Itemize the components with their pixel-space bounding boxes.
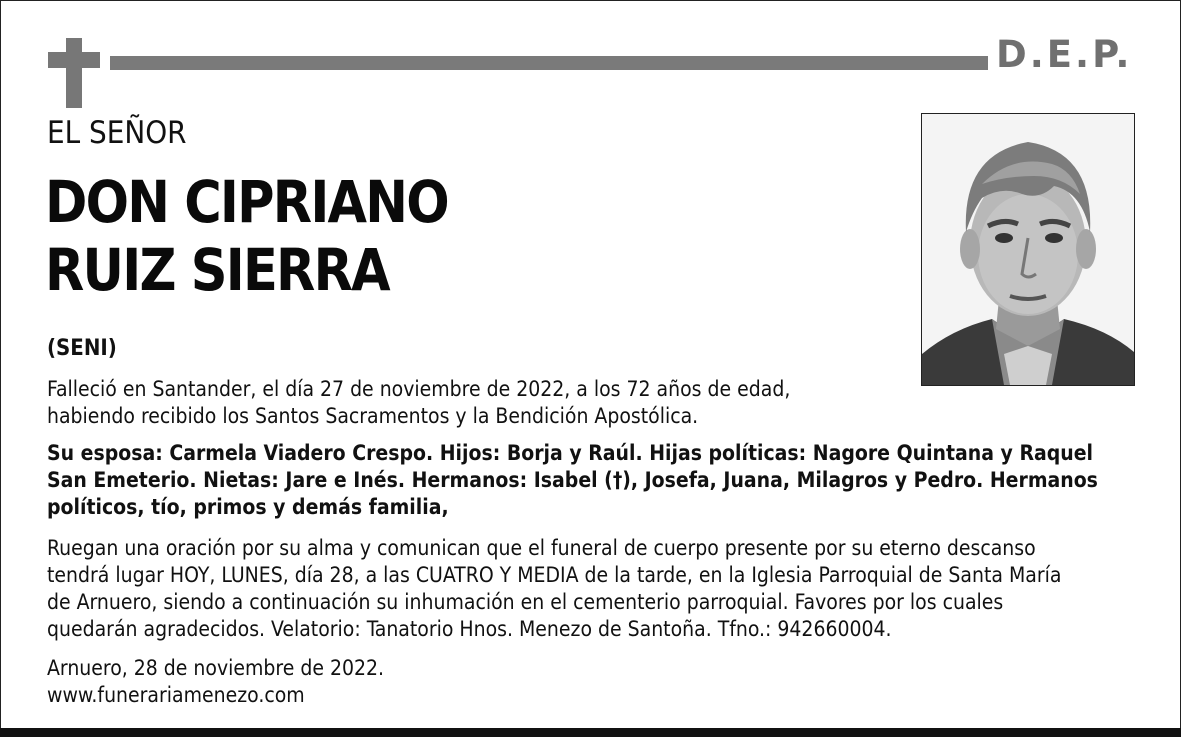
family-list [47,440,1098,521]
header-rule [110,56,988,70]
footer [47,655,384,709]
death-notice-line-2: habiendo recibido los Santos Sacramentos y la Bendición Apostólica. [47,404,699,428]
funeral-line-3: de Arnuero, siendo a continuación su inhumación en el cementerio parroquial. Favores por los cuales [47,590,1004,614]
family-line-2: San Emeterio. Nietas: Jare e Inés. Hermanos: Isabel (†), Josefa, Juana, Milagros y Pedro. Hermanos [47,468,1098,492]
family-line-1: Su esposa: Carmela Viadero Crespo. Hijos: Borja y Raúl. Hijas políticas: Nagore Quintana y Raquel [47,441,1094,465]
cross-vertical-bar [66,38,82,108]
name-line-2: RUIZ SIERRA [45,236,389,304]
deceased-name [45,168,448,304]
place-date: Arnuero, 28 de noviembre de 2022. [47,656,385,680]
portrait-photo [921,113,1135,386]
family-line-3: políticos, tío, primos y demás familia, [47,495,449,519]
name-line-1: DON CIPRIANO [45,168,448,236]
death-notice [47,376,790,430]
funeral-line-1: Ruegan una oración por su alma y comunican que el funeral de cuerpo presente por su eterno descanso [47,536,1036,560]
website-link[interactable]: www.funerariamenezo.com [47,683,305,707]
nickname: (SENI) [47,336,117,361]
death-notice-line-1: Falleció en Santander, el día 27 de noviembre de 2022, a los 72 años de edad, [47,377,791,401]
funeral-details [47,535,1061,643]
honorific: EL SEÑOR [47,115,187,151]
cross-horizontal-bar [48,52,100,68]
funeral-line-4: quedarán agradecidos. Velatorio: Tanatorio Hnos. Menezo de Santoña. Tfno.: 942660004. [47,617,892,641]
bottom-bar [0,728,1181,737]
funeral-line-2: tendrá lugar HOY, LUNES, día 28, a las CUATRO Y MEDIA de la tarde, en la Iglesia Parroquial de Santa María [47,563,1062,587]
dep-label: D.E.P. [996,33,1133,76]
portrait-illustration [922,114,1134,385]
